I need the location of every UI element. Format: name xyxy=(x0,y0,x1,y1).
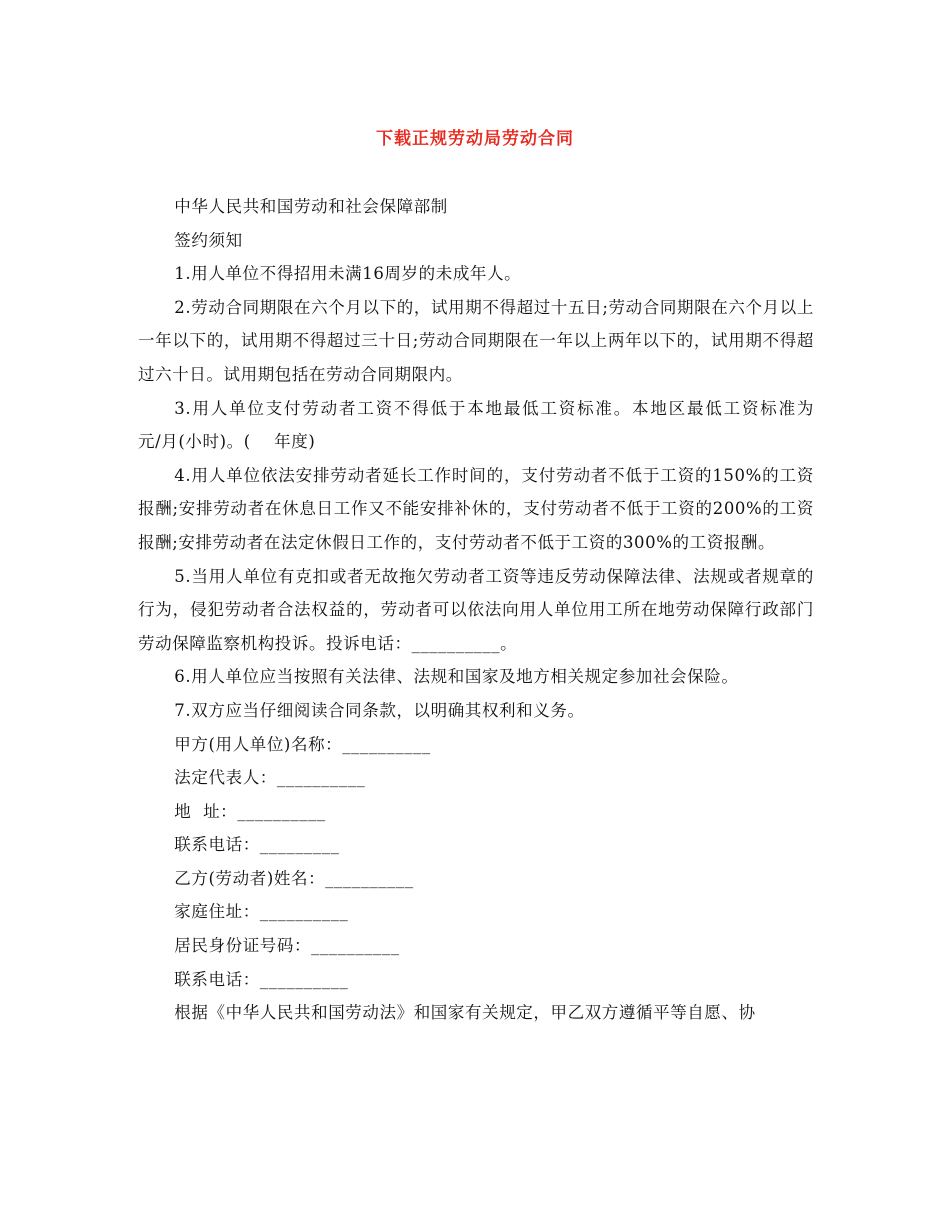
party-b-name-field: 乙方(劳动者)姓名：__________ xyxy=(174,868,414,888)
notice-item-1: 1.用人单位不得招用未满16周岁的未成年人。 xyxy=(174,264,522,284)
address-field: 地 址：__________ xyxy=(174,801,326,821)
id-number-field: 居民身份证号码：__________ xyxy=(174,936,400,956)
notice-item-3: 3.用人单位支付劳动者工资不得低于本地最低工资标准。本地区最低工资标准为 元/月(小时)。( 年度) xyxy=(138,398,850,452)
party-a-name-field: 甲方(用人单位)名称：__________ xyxy=(174,734,431,754)
legal-representative-field: 法定代表人：__________ xyxy=(174,768,366,788)
issuer-line: 中华人民共和国劳动和社会保障部制 xyxy=(174,197,448,216)
section-heading: 签约须知 xyxy=(174,230,243,250)
contract-preamble: 根据《中华人民共和国劳动法》和国家有关规定，甲乙双方遵循平等自愿、协 xyxy=(174,1003,756,1023)
notice-item-4: 4.用人单位依法安排劳动者延长工作时间的，支付劳动者不低于工资的150%的工资报酬;安排劳动者在休息日工作又不能安排补休的，支付劳动者不低于工资的200%的工资报酬;安排劳动者在法定休假日工作的，支付劳动者不低于工资的300%的工资报酬。 xyxy=(138,465,814,552)
party-b-phone-field: 联系电话：__________ xyxy=(174,969,349,989)
notice-item-5: 5.当用人单位有克扣或者无故拖欠劳动者工资等违反劳动保障法律、法规或者规章的行为，侵犯劳动者合法权益的，劳动者可以依法向用人单位用工所在地劳动保障行政部门劳动保障监察机构投诉。投诉电话：__________。 xyxy=(138,566,814,653)
notice-item-6: 6.用人单位应当按照有关法律、法规和国家及地方相关规定参加社会保险。 xyxy=(174,667,739,687)
party-a-phone-field: 联系电话：_________ xyxy=(174,835,340,855)
notice-item-7: 7.双方应当仔细阅读合同条款，以明确其权利和义务。 xyxy=(174,700,585,720)
notice-item-2: 2.劳动合同期限在六个月以下的，试用期不得超过十五日;劳动合同期限在六个月以上一年以下的，试用期不得超过三十日;劳动合同期限在一年以上两年以下的，试用期不得超过六十日。试用期包括在劳动合同期限内。 xyxy=(138,297,814,384)
document-title: 下载正规劳动局劳动合同 xyxy=(376,129,574,149)
home-address-field: 家庭住址：__________ xyxy=(174,902,349,922)
document-body xyxy=(138,190,850,1030)
